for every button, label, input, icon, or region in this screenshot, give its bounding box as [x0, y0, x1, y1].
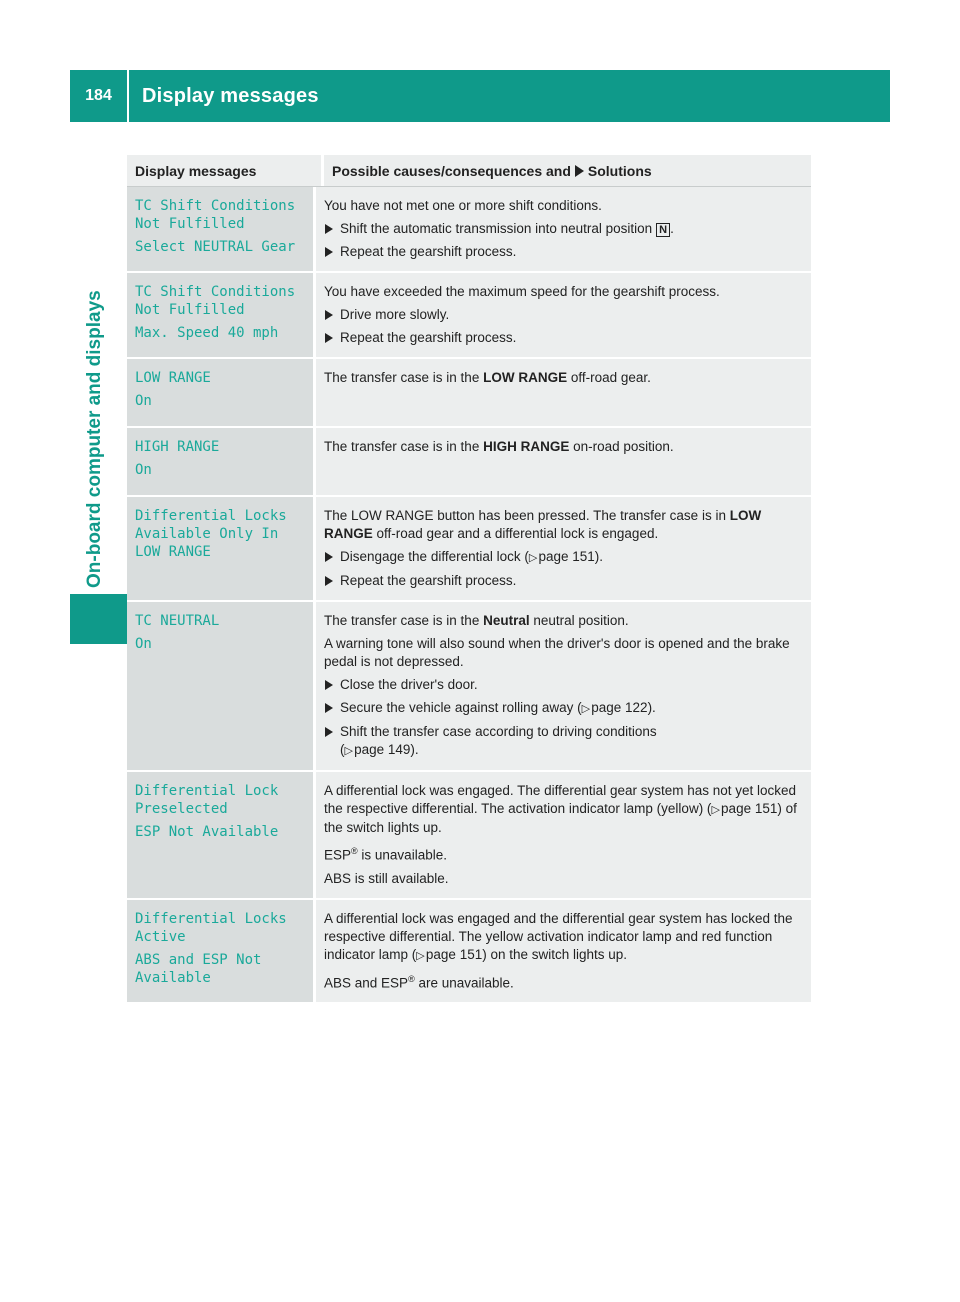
column-header-solutions: Possible causes/consequences and Solutions [321, 155, 811, 186]
display-message: On [135, 462, 152, 478]
solution-step: Repeat the gearshift process. [324, 329, 803, 347]
solution-step: Secure the vehicle against rolling away (▷ page 122). [324, 699, 803, 718]
display-message: Differential Lock Preselected [135, 783, 279, 817]
display-message: ABS and ESP Not Available [135, 951, 262, 986]
table-row [127, 497, 811, 602]
message-cell [127, 497, 313, 600]
page-number: 184 [85, 87, 112, 104]
message-cell [127, 772, 313, 898]
action-arrow-icon [325, 310, 333, 320]
display-message: HIGH RANGE [135, 439, 220, 455]
page-ref-icon: ▷ [581, 703, 591, 715]
display-message: On [135, 393, 152, 409]
action-arrow-icon [325, 680, 333, 690]
table-row [127, 602, 811, 772]
display-message: On [135, 636, 152, 652]
cause-text: You have not met one or more shift conditions. [324, 198, 602, 213]
header-divider [127, 70, 129, 122]
cause-text: You have exceeded the maximum speed for the gearshift process. [324, 284, 720, 299]
solution-step: Repeat the gearshift process. [324, 572, 803, 590]
action-arrow-icon [325, 247, 333, 257]
cause-text: A differential lock was engaged and the differential gear system has locked the respective differential. The yellow activation indicator lamp and red function indicator lamp (▷ page 151) on the switch lights up. [324, 910, 793, 962]
solution-cell [313, 772, 811, 898]
cause-text: ESP® is unavailable. [324, 846, 447, 863]
cause-text: A differential lock was engaged. The differential gear system has not yet locked the respective differential. The activation indicator lamp (yellow) (▷ page 151) of the switch lights up. [324, 783, 797, 835]
solution-step: Close the driver's door. [324, 676, 803, 694]
solution-step: Shift the automatic transmission into neutral position N . [324, 220, 803, 238]
page-header [70, 70, 890, 122]
display-message: ESP Not Available [135, 824, 279, 840]
page-ref-icon: ▷ [711, 804, 720, 816]
message-cell [127, 273, 313, 357]
action-arrow-icon [575, 165, 584, 177]
page-ref-icon: ▷ [344, 745, 353, 757]
table-row [127, 428, 811, 497]
display-message: Differential Locks Available Only In LOW RANGE [135, 508, 287, 560]
solution-cell [313, 602, 811, 770]
display-message: TC Shift Conditions Not Fulfilled [135, 284, 296, 318]
action-arrow-icon [325, 224, 333, 234]
table-row [127, 359, 811, 428]
table-row [127, 273, 811, 359]
display-messages-table [127, 155, 811, 1004]
message-cell [127, 602, 313, 770]
section-side-label: On-board computer and displays [84, 290, 105, 588]
message-cell [127, 428, 313, 495]
cause-text: ABS is still available. [324, 870, 449, 886]
action-arrow-icon [325, 333, 333, 343]
section-tab-marker [70, 594, 128, 644]
message-cell [127, 359, 313, 426]
page-ref-icon: ▷ [528, 552, 538, 564]
solution-step: Drive more slowly. [324, 306, 803, 324]
page-ref-icon: ▷ [416, 949, 425, 962]
cause-text: The transfer case is in the LOW RANGE off-road gear. [324, 370, 651, 385]
table-row [127, 187, 811, 273]
cause-text: The LOW RANGE button has been pressed. The transfer case is in LOW RANGE off-road gear and a differential lock is engaged. [324, 508, 762, 541]
table-header [127, 155, 811, 187]
display-message: Max. Speed 40 mph [135, 325, 279, 341]
solution-step: Shift the transfer case according to driving conditions (▷ page 149). [324, 723, 803, 760]
solution-cell [313, 273, 811, 357]
action-arrow-icon [325, 552, 333, 562]
cause-text: ABS and ESP® are unavailable. [324, 973, 514, 990]
cause-text: The transfer case is in the Neutral neutral position. [324, 613, 629, 628]
message-cell [127, 900, 313, 1003]
solution-cell [313, 900, 811, 1003]
cause-text: The transfer case is in the HIGH RANGE on-road position. [324, 439, 674, 454]
solution-step: Disengage the differential lock (▷ page 151). [324, 548, 803, 567]
solution-cell [313, 187, 811, 271]
cause-text: A warning tone will also sound when the driver's door is opened and the brake pedal is not depressed. [324, 636, 790, 669]
action-arrow-icon [325, 727, 333, 737]
table-row [127, 772, 811, 900]
table-row [127, 900, 811, 1005]
solution-cell [313, 359, 811, 426]
display-message: TC Shift Conditions Not Fulfilled [135, 198, 296, 232]
column-header-messages: Display messages [135, 162, 257, 179]
solution-cell [313, 497, 811, 600]
message-cell [127, 187, 313, 271]
neutral-position-symbol: N [656, 223, 670, 237]
display-message: Differential Locks Active [135, 910, 287, 945]
page-title: Display messages [142, 84, 319, 107]
display-message: Select NEUTRAL Gear [135, 239, 296, 255]
display-message: LOW RANGE [135, 370, 211, 386]
solution-step: Repeat the gearshift process. [324, 243, 803, 261]
action-arrow-icon [325, 576, 333, 586]
display-message: TC NEUTRAL [135, 613, 220, 629]
solution-cell [313, 428, 811, 495]
action-arrow-icon [325, 703, 333, 713]
